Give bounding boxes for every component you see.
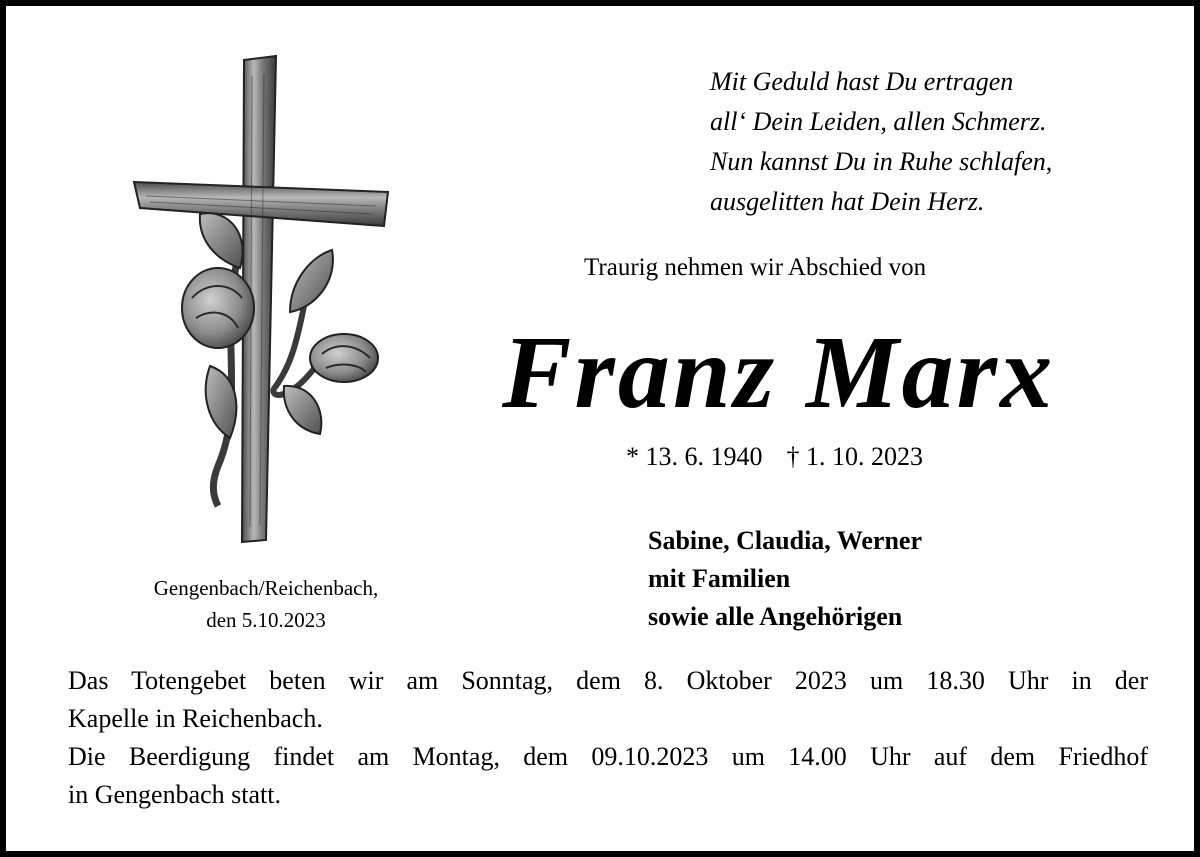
poem-line: all‘ Dein Leiden, allen Schmerz. <box>710 107 1047 136</box>
poem <box>710 62 1170 222</box>
mourners-line: Sabine, Claudia, Werner <box>648 526 923 555</box>
cross-with-roses-icon <box>126 46 406 556</box>
deceased-name: Franz Marx <box>502 315 1056 430</box>
birth-date: * 13. 6. 1940 <box>626 442 763 471</box>
mourners <box>648 522 922 636</box>
poem-line: Nun kannst Du in Ruhe schlafen, <box>710 147 1053 176</box>
farewell-intro: Traurig nehmen wir Abschied von <box>584 254 927 281</box>
notice-line: Die Beerdigung findet am Montag, dem 09.10.2023 um 14.00 Uhr auf dem Friedhof <box>68 742 1148 771</box>
place-and-date <box>106 572 426 636</box>
notice-line: Kapelle in Reichenbach. <box>68 704 323 733</box>
notice-line: in Gengenbach statt. <box>68 780 281 809</box>
death-date: † 1. 10. 2023 <box>786 442 923 471</box>
poem-line: ausgelitten hat Dein Herz. <box>710 187 985 216</box>
service-notice <box>68 662 1148 814</box>
poem-line: Mit Geduld hast Du ertragen <box>710 67 1014 96</box>
mourners-line: mit Familien <box>648 564 791 593</box>
mourners-line: sowie alle Angehörigen <box>648 602 903 631</box>
place-line: Gengenbach/Reichenbach, <box>153 576 379 600</box>
life-dates <box>626 442 923 472</box>
notice-line: Das Totengebet beten wir am Sonntag, dem 8. Oktober 2023 um 18.30 Uhr in der <box>68 666 1148 695</box>
date-line: den 5.10.2023 <box>206 608 326 632</box>
